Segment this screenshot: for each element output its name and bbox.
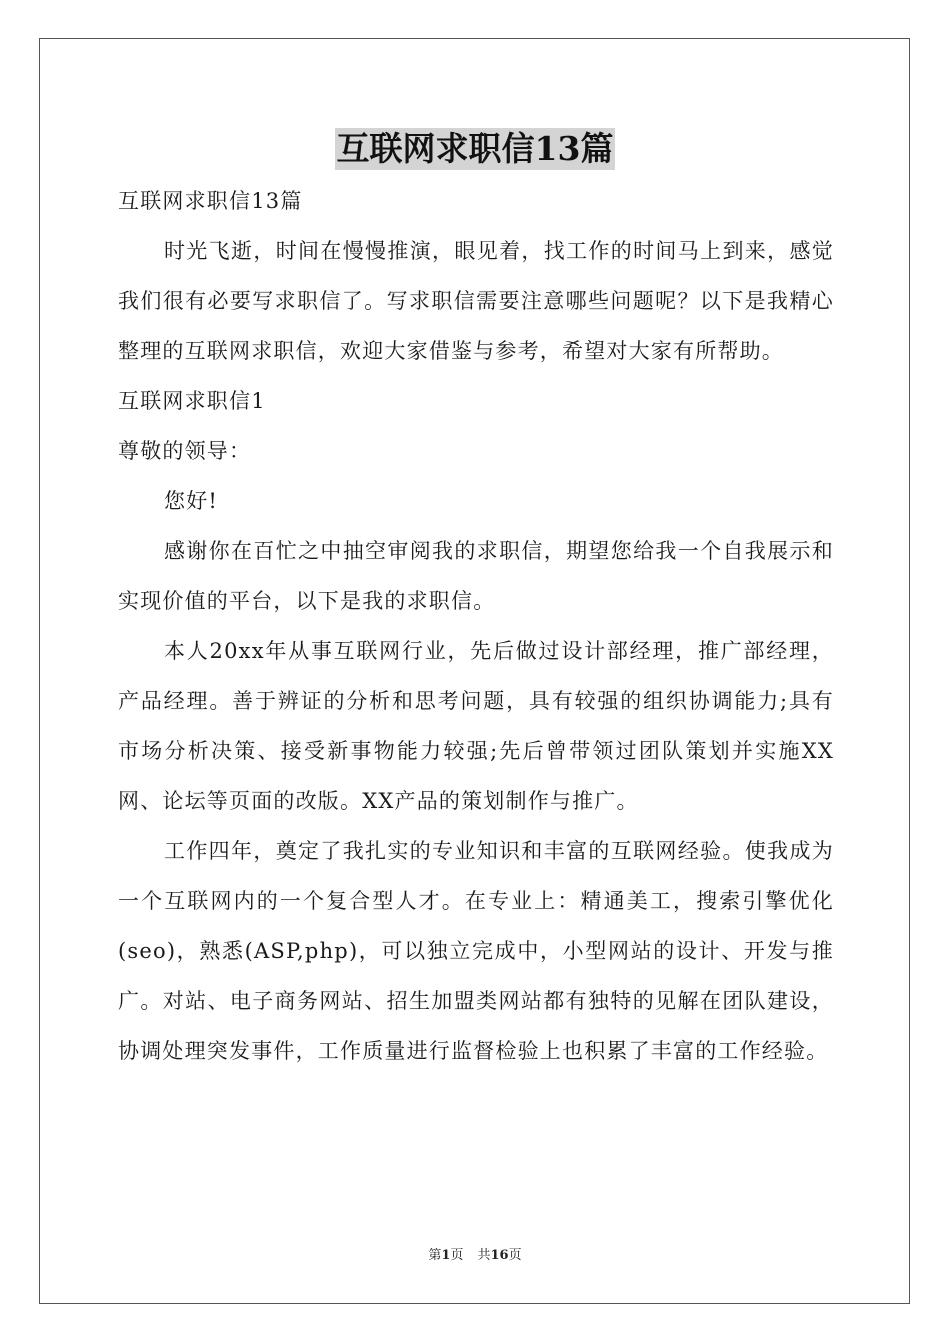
paragraph: 感谢你在百忙之中抽空审阅我的求职信，期望您给我一个自我展示和实现价值的平台，以下是我的求职信。 xyxy=(118,539,834,613)
total-prefix: 共 xyxy=(477,1248,491,1263)
paragraph: 尊敬的领导： xyxy=(118,439,252,463)
page-prefix: 第 xyxy=(428,1248,442,1263)
paragraph: 本人20xx年从事互联网行业，先后做过设计部经理，推广部经理，产品经理。善于辨证的分析和思考问题，具有较强的组织协调能力;具有市场分析决策、接受新事物能力较强;先后曾带领过团队策划并实施XX网、论坛等页面的改版。XX产品的策划制作与推广。 xyxy=(118,639,834,813)
total-suffix: 页 xyxy=(508,1248,522,1263)
document-body xyxy=(118,176,834,1076)
paragraph: 工作四年，奠定了我扎实的专业知识和丰富的互联网经验。使我成为一个互联网内的一个复合型人才。在专业上：精通美工，搜索引擎优化(seo)，熟悉(ASP,php)，可以独立完成中，小型网站的设计、开发与推广。对站、电子商务网站、招生加盟类网站都有独特的见解在团队建设，协调处理突发事件，工作质量进行监督检验上也积累了丰富的工作经验。 xyxy=(118,839,834,1063)
total-pages: 16 xyxy=(490,1248,509,1263)
page-suffix: 页 xyxy=(450,1248,464,1263)
paragraph: 时光飞逝，时间在慢慢推演，眼见着，找工作的时间马上到来，感觉我们很有必要写求职信了。写求职信需要注意哪些问题呢？以下是我精心整理的互联网求职信，欢迎大家借鉴与参考，希望对大家有所帮助。 xyxy=(118,239,834,363)
title-container xyxy=(0,128,950,170)
document-title: 互联网求职信13篇 xyxy=(336,129,614,168)
paragraph: 互联网求职信1 xyxy=(118,389,266,413)
page-footer xyxy=(0,1244,950,1263)
paragraph: 互联网求职信13篇 xyxy=(118,189,303,213)
paragraph: 您好! xyxy=(164,489,219,513)
page-number: 1 xyxy=(441,1248,451,1263)
